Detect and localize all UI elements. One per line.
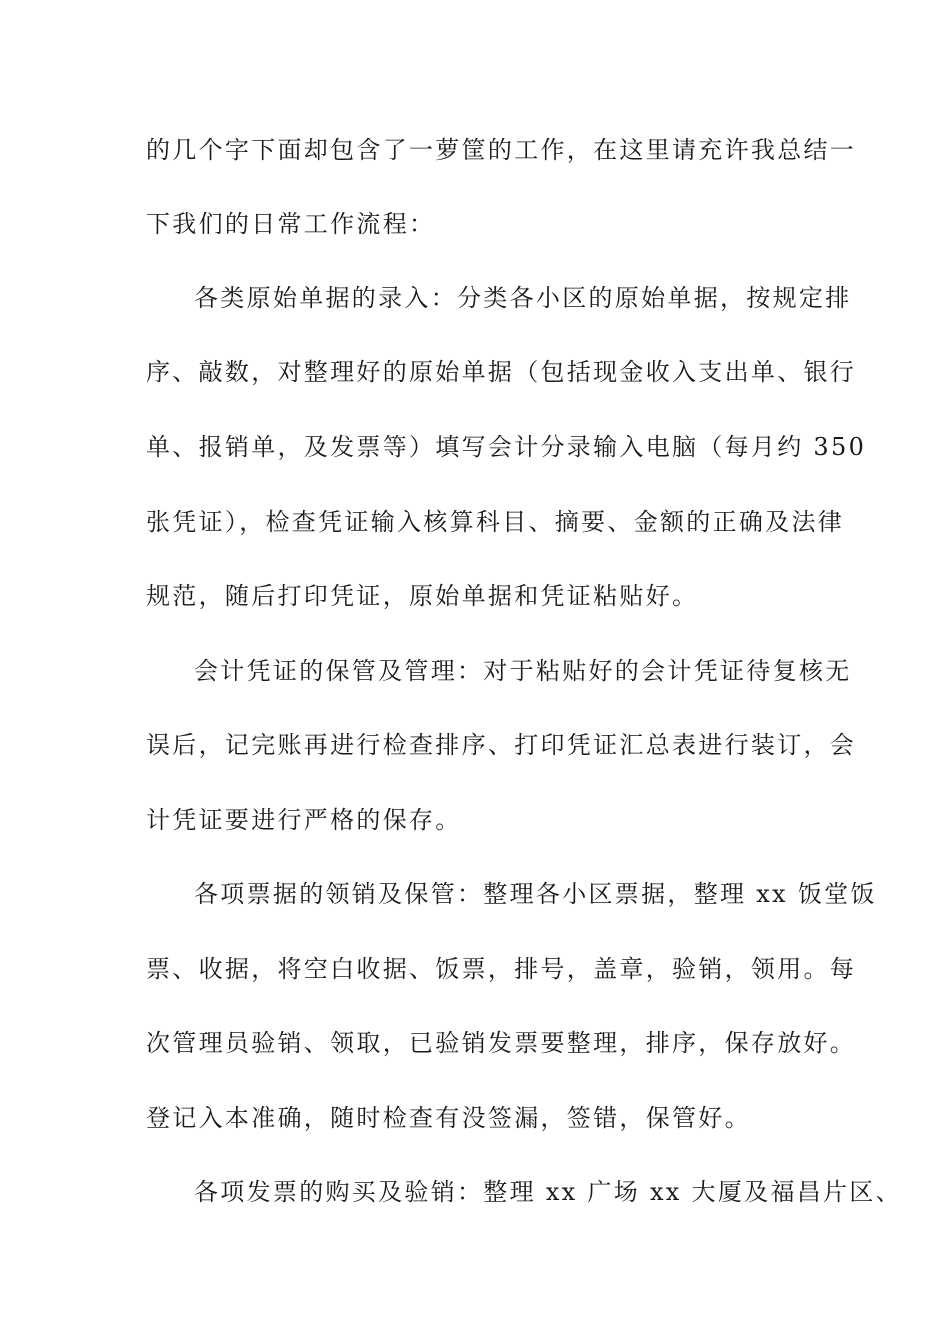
paragraph-line: 序、敲数，对整理好的原始单据（包括现金收入支出单、银行 xyxy=(146,358,857,386)
paragraph-line: 各项发票的购买及验销：整理 xx 广场 xx 大厦及福昌片区、 xyxy=(194,1178,902,1206)
paragraph-line: 误后，记完账再进行检查排序、打印凭证汇总表进行装订，会 xyxy=(146,731,857,759)
paragraph-line: 计凭证要进行严格的保存。 xyxy=(146,806,462,834)
paragraph-line: 登记入本准确，随时检查有没签漏，签错，保管好。 xyxy=(146,1104,751,1132)
paragraph-line: 次管理员验销、领取，已验销发票要整理，排序，保存放好。 xyxy=(146,1029,857,1057)
paragraph-line: 票、收据，将空白收据、饭票，排号，盖章，验销，领用。每 xyxy=(146,955,857,983)
paragraph-line: 各项票据的领销及保管：整理各小区票据，整理 xx 饭堂饭 xyxy=(194,880,877,908)
paragraph-line: 下我们的日常工作流程： xyxy=(146,210,436,238)
paragraph-line: 的几个字下面却包含了一萝筐的工作，在这里请充许我总结一 xyxy=(146,136,857,164)
paragraph-line: 张凭证），检查凭证输入核算科目、摘要、金额的正确及法律 xyxy=(146,508,845,536)
paragraph-line: 单、报销单，及发票等）填写会计分录输入电脑（每月约 350 xyxy=(146,433,867,461)
paragraph-line: 各类原始单据的录入：分类各小区的原始单据，按规定排 xyxy=(194,284,852,312)
paragraph-line: 会计凭证的保管及管理：对于粘贴好的会计凭证待复核无 xyxy=(194,657,852,685)
paragraph-line: 规范，随后打印凭证，原始单据和凭证粘贴好。 xyxy=(146,582,699,610)
